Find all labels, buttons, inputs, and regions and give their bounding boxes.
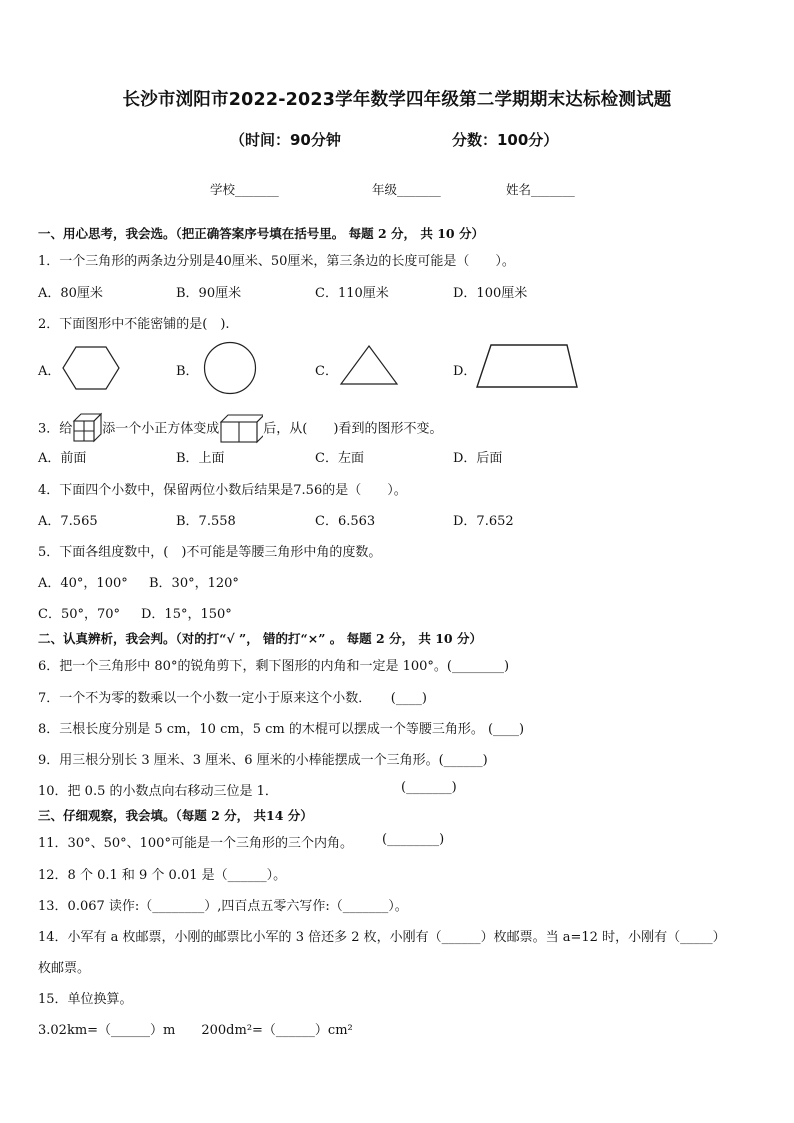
q4-option-c: C．6.563 bbox=[315, 514, 376, 529]
question-9: 9．用三根分别长 3 厘米、3 厘米、6 厘米的小棒能摆成一个三角形。(______) bbox=[38, 753, 488, 768]
q15-conversions: 3.02km=（______）m 200dm²=（______）cm² bbox=[38, 1023, 353, 1038]
question-10: 10．把 0.5 的小数点向右移动三位是 1． bbox=[38, 784, 278, 799]
question-14-line-2: 枚邮票。 bbox=[38, 961, 91, 976]
question-1: 1．一个三角形的两条边分别是40厘米、50厘米，第三条边的长度可能是（ ）。 bbox=[38, 254, 515, 269]
trapezoid-shape bbox=[475, 342, 579, 390]
question-7: 7．一个不为零的数乘以一个小数一定小于原来这个小数． (____) bbox=[38, 691, 427, 706]
school-field: 学校_______ bbox=[210, 182, 279, 197]
q1-option-a: A．80厘米 bbox=[38, 286, 103, 301]
question-5: 5．下面各组度数中，( )不可能是等腰三角形中角的度数。 bbox=[38, 545, 382, 560]
question-12: 12．8 个 0.1 和 9 个 0.01 是（______）。 bbox=[38, 868, 287, 883]
q3-text-3: 后，从( )看到的图形不变。 bbox=[263, 421, 443, 437]
section-1-heading: 一、用心思考，我会选。（把正确答案序号填在括号里。 每题 2 分， 共 10 分） bbox=[38, 226, 484, 241]
q4-option-b: B．7.558 bbox=[176, 514, 236, 529]
q2-option-a: A． bbox=[38, 364, 61, 379]
q4-option-a: A．7.565 bbox=[38, 514, 98, 529]
question-3 bbox=[38, 410, 442, 448]
question-4: 4．下面四个小数中，保留两位小数后结果是7.56的是（ ）。 bbox=[38, 483, 407, 498]
q1-option-d: D．100厘米 bbox=[453, 286, 528, 301]
question-6: 6．把一个三角形中 80°的锐角剪下，剩下图形的内角和一定是 100°。(________) bbox=[38, 659, 510, 674]
question-13: 13．0.067 读作:（________）,四百点五零六写作:（_______）。 bbox=[38, 899, 408, 914]
exam-time: （时间：90分钟 bbox=[230, 131, 341, 149]
q4-option-d: D．7.652 bbox=[453, 514, 514, 529]
q1-option-b: B．90厘米 bbox=[176, 286, 242, 301]
q2-option-d: D． bbox=[453, 364, 477, 379]
section-3-heading: 三、仔细观察，我会填。（每题 2 分， 共14 分） bbox=[38, 808, 313, 823]
cube-2-figure bbox=[72, 411, 102, 447]
q3-option-b: B．上面 bbox=[176, 451, 225, 466]
triangle-shape bbox=[339, 344, 399, 386]
grade-field: 年级_______ bbox=[372, 182, 441, 197]
page-title: 长沙市浏阳市2022-2023学年数学四年级第二学期期末达标检测试题 bbox=[122, 90, 672, 110]
cube-3-figure bbox=[219, 410, 263, 448]
hexagon-shape bbox=[62, 345, 120, 391]
q3-option-a: A．前面 bbox=[38, 451, 87, 466]
q5-option-a: A．40°，100° bbox=[38, 576, 128, 591]
question-11: 11．30°、50°、100°可能是一个三角形的三个内角。 bbox=[38, 836, 353, 851]
circle-shape bbox=[203, 341, 257, 395]
q3-option-d: D．后面 bbox=[453, 451, 503, 466]
question-8: 8．三根长度分别是 5 cm，10 cm，5 cm 的木棍可以摆成一个等腰三角形。 (____) bbox=[38, 722, 525, 737]
q1-option-c: C．110厘米 bbox=[315, 286, 389, 301]
question-14-line-1: 14．小军有 a 枚邮票，小刚的邮票比小军的 3 倍还多 2 枚，小刚有（______）枚邮票。当 a=12 时，小刚有（_____） bbox=[38, 930, 726, 945]
q5-option-c: C．50°，70° bbox=[38, 607, 121, 622]
q2-option-c: C． bbox=[315, 364, 338, 379]
q11-answer-blank: (________) bbox=[382, 832, 445, 847]
q5-option-d: D．15°，150° bbox=[141, 607, 232, 622]
q3-text-2: 添一个小正方体变成 bbox=[102, 421, 220, 437]
question-15: 15．单位换算。 bbox=[38, 992, 133, 1007]
question-2: 2．下面图形中不能密铺的是( ). bbox=[38, 317, 230, 332]
section-2-heading: 二、认真辨析，我会判。（对的打“√ ”， 错的打“×” 。 每题 2 分， 共 10 分） bbox=[38, 631, 482, 646]
q3-option-c: C．左面 bbox=[315, 451, 364, 466]
q3-text-1: 3．给 bbox=[38, 421, 73, 437]
q5-option-b: B．30°，120° bbox=[149, 576, 239, 591]
exam-score: 分数：100分） bbox=[452, 131, 559, 149]
name-field: 姓名_______ bbox=[506, 182, 575, 197]
q2-option-b: B． bbox=[176, 364, 199, 379]
q10-answer-blank: (_______) bbox=[401, 780, 457, 795]
